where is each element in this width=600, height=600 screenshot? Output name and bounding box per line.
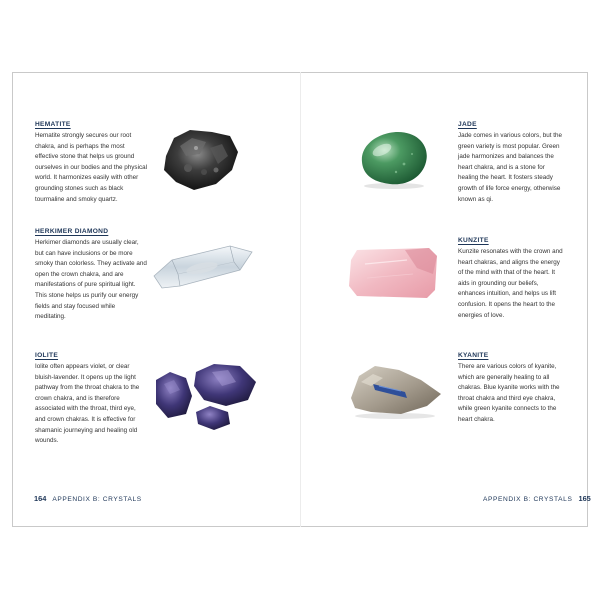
right-folio: [477, 494, 591, 503]
page-number: 164: [34, 494, 47, 503]
entry-jade: [458, 121, 566, 205]
herkimer-diamond-image: [152, 238, 256, 292]
entry-title: HERKIMER DIAMOND: [35, 228, 109, 235]
entry-herkimer-diamond: [35, 228, 147, 323]
page-gutter: [300, 72, 301, 527]
entry-description: There are various colors of kyanite, which are generally healing to all chakras. Blue kyanite works with the throat chakra and third eye chakra, while green kyanite connects to the heart chakra.: [458, 363, 560, 423]
entry-kyanite: [458, 352, 566, 426]
page-number: 165: [578, 494, 591, 503]
entry-title: KYANITE: [458, 352, 489, 359]
entry-description: Kunzite resonates with the crown and heart chakras, and aligns the energy of the mind with that of the heart. It aids in grounding our beliefs, enhances intuition, and helps us lift confusion. It opens the heart to the energies of love.: [458, 248, 563, 319]
running-footer-label: APPENDIX B: CRYSTALS: [52, 496, 142, 503]
left-folio: [34, 494, 148, 503]
entry-title: KUNZITE: [458, 237, 489, 244]
kunzite-crystal-image: [347, 244, 439, 300]
entry-description: Iolite often appears violet, or clear bluish-lavender. It opens up the light pathway from the throat chakra to the crown chakra, and is therefore associated with the throat, third eye, and crown chakras. It is effective for shamanic journeying and healing old wounds.: [35, 363, 140, 445]
entry-kunzite: [458, 237, 566, 321]
running-footer-label: APPENDIX B: CRYSTALS: [483, 496, 573, 503]
jade-stone-image: [356, 128, 432, 190]
entry-title: HEMATITE: [35, 121, 71, 128]
iolite-stones-image: [152, 360, 258, 432]
hematite-stone-image: [160, 126, 242, 194]
entry-description: Jade comes in various colors, but the green variety is most popular. Green jade harmonizes and balances the heart chakra, and is a stone for healing the heart. It fosters steady growth of life force energy, otherwise known as qi.: [458, 132, 562, 203]
entry-iolite: [35, 352, 147, 447]
kyanite-stone-image: [349, 362, 443, 420]
entry-title: JADE: [458, 121, 477, 128]
entry-hematite: [35, 121, 147, 205]
entry-description: Herkimer diamonds are usually clear, but can have inclusions or be more smoky than colorless. They activate and open the crown chakra, and are manifestations of pure spiritual light. This stone helps us purify our energy fields and stay focused while meditating.: [35, 239, 147, 321]
entry-title: IOLITE: [35, 352, 59, 359]
entry-description: Hematite strongly secures our root chakra, and is perhaps the most effective stone that helps us ground ourselves in our bodies and the physical world. It harmonizes easily with other grounding stones such as black tourmaline and smoky quartz.: [35, 132, 148, 203]
